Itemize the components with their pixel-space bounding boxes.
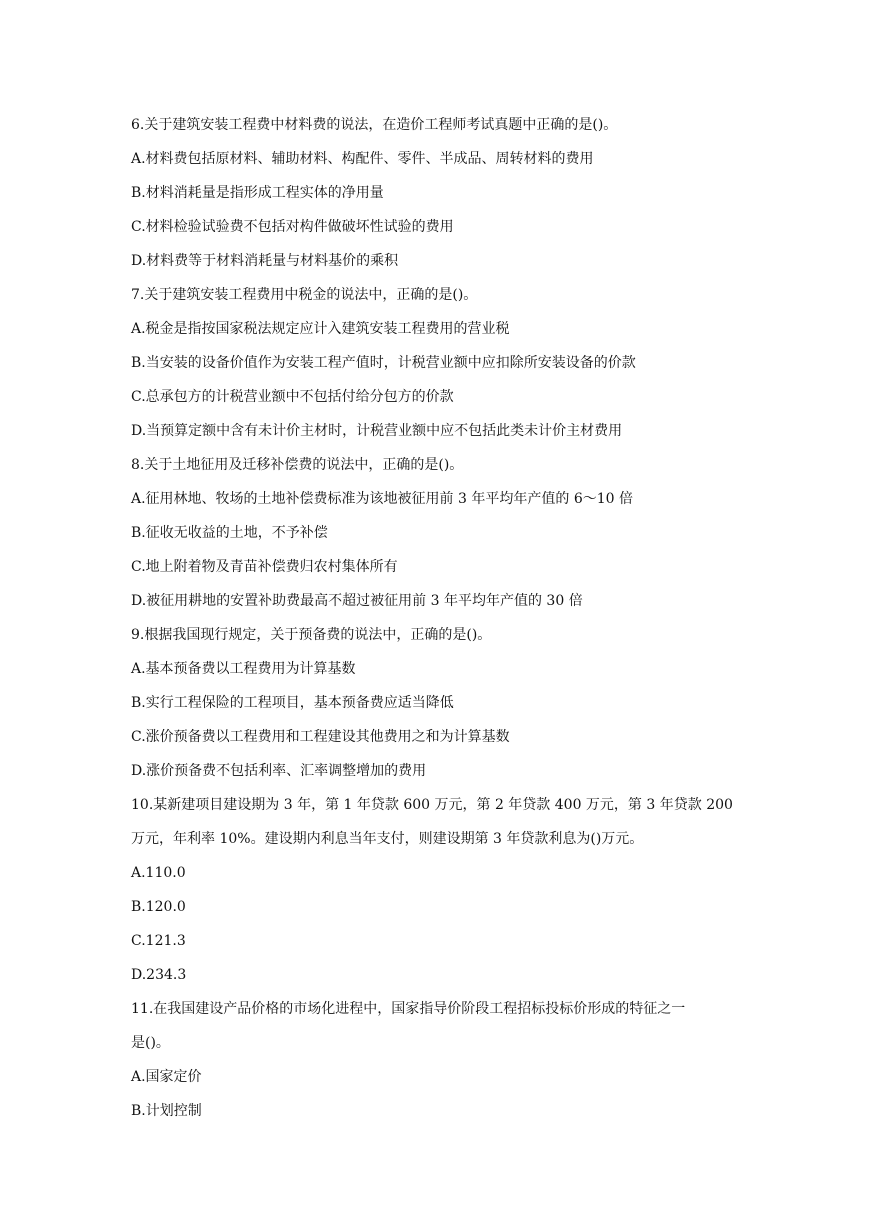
question-10-option-c: C.121.3 [131, 933, 186, 949]
question-8-option-d: D.被征用耕地的安置补助费最高不超过被征用前 3 年平均年产值的 30 倍 [131, 593, 583, 609]
question-10-option-a: A.110.0 [131, 865, 186, 881]
question-10-stem-line-1: 10.某新建项目建设期为 3 年，第 1 年贷款 600 万元，第 2 年贷款 400 万元，第 3 年贷款 200 [131, 797, 733, 813]
question-11-option-b: B.计划控制 [131, 1103, 202, 1119]
question-9-option-c: C.涨价预备费以工程费用和工程建设其他费用之和为计算基数 [131, 729, 510, 745]
question-6-option-a: A.材料费包括原材料、辅助材料、构配件、零件、半成品、周转材料的费用 [131, 151, 594, 167]
question-6-stem: 6.关于建筑安装工程费中材料费的说法，在造价工程师考试真题中正确的是()。 [131, 117, 618, 133]
question-6-option-d: D.材料费等于材料消耗量与材料基价的乘积 [131, 253, 399, 269]
question-9-option-b: B.实行工程保险的工程项目，基本预备费应适当降低 [131, 695, 454, 711]
question-11-stem-line-1: 11.在我国建设产品价格的市场化进程中，国家指导价阶段工程招标投标价形成的特征之一 [131, 1001, 686, 1017]
question-7-stem: 7.关于建筑安装工程费用中税金的说法中，正确的是()。 [131, 287, 478, 303]
question-7-option-a: A.税金是指按国家税法规定应计入建筑安装工程费用的营业税 [131, 321, 510, 337]
question-8-option-b: B.征收无收益的土地，不予补偿 [131, 525, 328, 541]
question-7-option-b: B.当安装的设备价值作为安装工程产值时，计税营业额中应扣除所安装设备的价款 [131, 355, 636, 371]
question-8-option-c: C.地上附着物及青苗补偿费归农村集体所有 [131, 559, 398, 575]
question-11-option-a: A.国家定价 [131, 1069, 202, 1085]
question-6-option-b: B.材料消耗量是指形成工程实体的净用量 [131, 185, 384, 201]
question-7-option-c: C.总承包方的计税营业额中不包括付给分包方的价款 [131, 389, 454, 405]
question-9-option-a: A.基本预备费以工程费用为计算基数 [131, 661, 356, 677]
question-10-stem-line-2: 万元，年利率 10%。建设期内利息当年支付，则建设期第 3 年贷款利息为()万元。 [131, 831, 644, 847]
question-8-stem: 8.关于土地征用及迁移补偿费的说法中，正确的是()。 [131, 457, 464, 473]
question-7-option-d: D.当预算定额中含有未计价主材时，计税营业额中应不包括此类未计价主材费用 [131, 423, 623, 439]
question-8-option-a: A.征用林地、牧场的土地补偿费标准为该地被征用前 3 年平均年产值的 6～10 倍 [131, 491, 633, 507]
document-page [131, 108, 751, 1128]
question-10-option-d: D.234.3 [131, 967, 187, 983]
question-9-option-d: D.涨价预备费不包括利率、汇率调整增加的费用 [131, 763, 427, 779]
question-10-option-b: B.120.0 [131, 899, 186, 915]
question-6-option-c: C.材料检验试验费不包括对构件做破坏性试验的费用 [131, 219, 454, 235]
question-11-stem-line-2: 是()。 [131, 1035, 170, 1051]
question-9-stem: 9.根据我国现行规定，关于预备费的说法中，正确的是()。 [131, 627, 492, 643]
